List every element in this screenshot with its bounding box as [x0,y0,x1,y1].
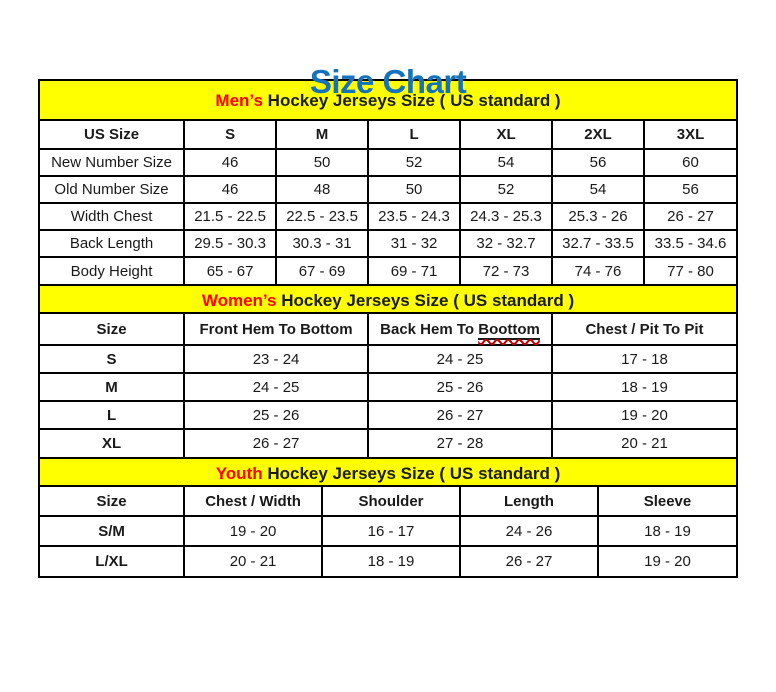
mens-size-table [40,121,736,284]
value-cell: 18 - 19 [552,373,736,401]
section-womens [40,284,736,457]
youth-heading [40,457,736,487]
value-cell: 26 - 27 [368,401,552,429]
value-cell: 54 [460,149,552,176]
column-header: XL [460,121,552,149]
womens-heading-highlight: Women’s [201,291,277,310]
table-row [40,257,736,284]
value-cell: 23 - 24 [184,345,368,373]
row-label: M [40,373,184,401]
value-cell: 33.5 - 34.6 [644,230,736,257]
header-row [40,487,736,516]
column-header: Front Hem To Bottom [184,314,368,345]
column-header: L [368,121,460,149]
column-header: 2XL [552,121,644,149]
table-row [40,345,736,373]
value-cell: 31 - 32 [368,230,460,257]
row-label: S [40,345,184,373]
column-header-text: Back Hem To [380,320,479,338]
value-cell: 56 [644,176,736,203]
youth-heading-rest: Hockey Jerseys Size ( US standard ) [262,464,561,483]
value-cell: 69 - 71 [368,257,460,284]
page-title [0,0,776,62]
row-label: Old Number Size [40,176,184,203]
row-label: Body Height [40,257,184,284]
value-cell: 77 - 80 [644,257,736,284]
value-cell: 25 - 26 [368,373,552,401]
value-cell: 46 [184,149,276,176]
value-cell: 20 - 21 [552,429,736,457]
value-cell: 19 - 20 [598,546,736,576]
value-cell: 26 - 27 [460,546,598,576]
value-cell: 52 [368,149,460,176]
value-cell: 24 - 25 [184,373,368,401]
misspelled-word: Boottom [478,320,540,338]
value-cell: 54 [552,176,644,203]
row-label: Width Chest [40,203,184,230]
value-cell: 60 [644,149,736,176]
value-cell: 29.5 - 30.3 [184,230,276,257]
column-header: M [276,121,368,149]
value-cell: 22.5 - 23.5 [276,203,368,230]
value-cell: 32 - 32.7 [460,230,552,257]
column-header: Sleeve [598,487,736,516]
value-cell: 65 - 67 [184,257,276,284]
womens-heading-rest: Hockey Jerseys Size ( US standard ) [276,291,575,310]
value-cell: 74 - 76 [552,257,644,284]
value-cell: 23.5 - 24.3 [368,203,460,230]
table-row [40,546,736,576]
value-cell: 18 - 19 [322,546,460,576]
row-label: S/M [40,516,184,546]
table-row [40,429,736,457]
section-youth [40,457,736,576]
row-label: Back Length [40,230,184,257]
column-header: US Size [40,121,184,149]
column-header: 3XL [644,121,736,149]
value-cell: 46 [184,176,276,203]
value-cell: 72 - 73 [460,257,552,284]
womens-heading [40,284,736,314]
table-row [40,176,736,203]
column-header: S [184,121,276,149]
value-cell: 26 - 27 [184,429,368,457]
column-header: Chest / Pit To Pit [552,314,736,345]
value-cell: 19 - 20 [552,401,736,429]
value-cell: 25.3 - 26 [552,203,644,230]
column-header: Size [40,314,184,345]
table-row [40,230,736,257]
value-cell: 17 - 18 [552,345,736,373]
womens-size-table [40,314,736,457]
mens-heading [40,81,736,121]
value-cell: 32.7 - 33.5 [552,230,644,257]
value-cell: 67 - 69 [276,257,368,284]
value-cell: 48 [276,176,368,203]
row-label: L [40,401,184,429]
youth-heading-highlight: Youth [215,464,263,483]
column-header [368,314,552,345]
row-label: XL [40,429,184,457]
value-cell: 24 - 25 [368,345,552,373]
value-cell: 27 - 28 [368,429,552,457]
mens-heading-highlight: Men’s [215,91,263,110]
value-cell: 16 - 17 [322,516,460,546]
value-cell: 24.3 - 25.3 [460,203,552,230]
value-cell: 30.3 - 31 [276,230,368,257]
value-cell: 20 - 21 [184,546,322,576]
value-cell: 19 - 20 [184,516,322,546]
section-mens [40,81,736,284]
value-cell: 24 - 26 [460,516,598,546]
header-row [40,121,736,149]
header-row [40,314,736,345]
table-row [40,401,736,429]
column-header: Length [460,487,598,516]
value-cell: 21.5 - 22.5 [184,203,276,230]
value-cell: 50 [368,176,460,203]
value-cell: 50 [276,149,368,176]
table-row [40,516,736,546]
column-header: Shoulder [322,487,460,516]
mens-heading-rest: Hockey Jerseys Size ( US standard ) [262,91,561,110]
row-label: New Number Size [40,149,184,176]
table-row [40,373,736,401]
row-label: L/XL [40,546,184,576]
value-cell: 25 - 26 [184,401,368,429]
column-header: Chest / Width [184,487,322,516]
column-header: Size [40,487,184,516]
value-cell: 26 - 27 [644,203,736,230]
size-chart-tables [38,79,738,578]
table-row [40,149,736,176]
youth-size-table [40,487,736,576]
value-cell: 56 [552,149,644,176]
value-cell: 18 - 19 [598,516,736,546]
table-row [40,203,736,230]
value-cell: 52 [460,176,552,203]
